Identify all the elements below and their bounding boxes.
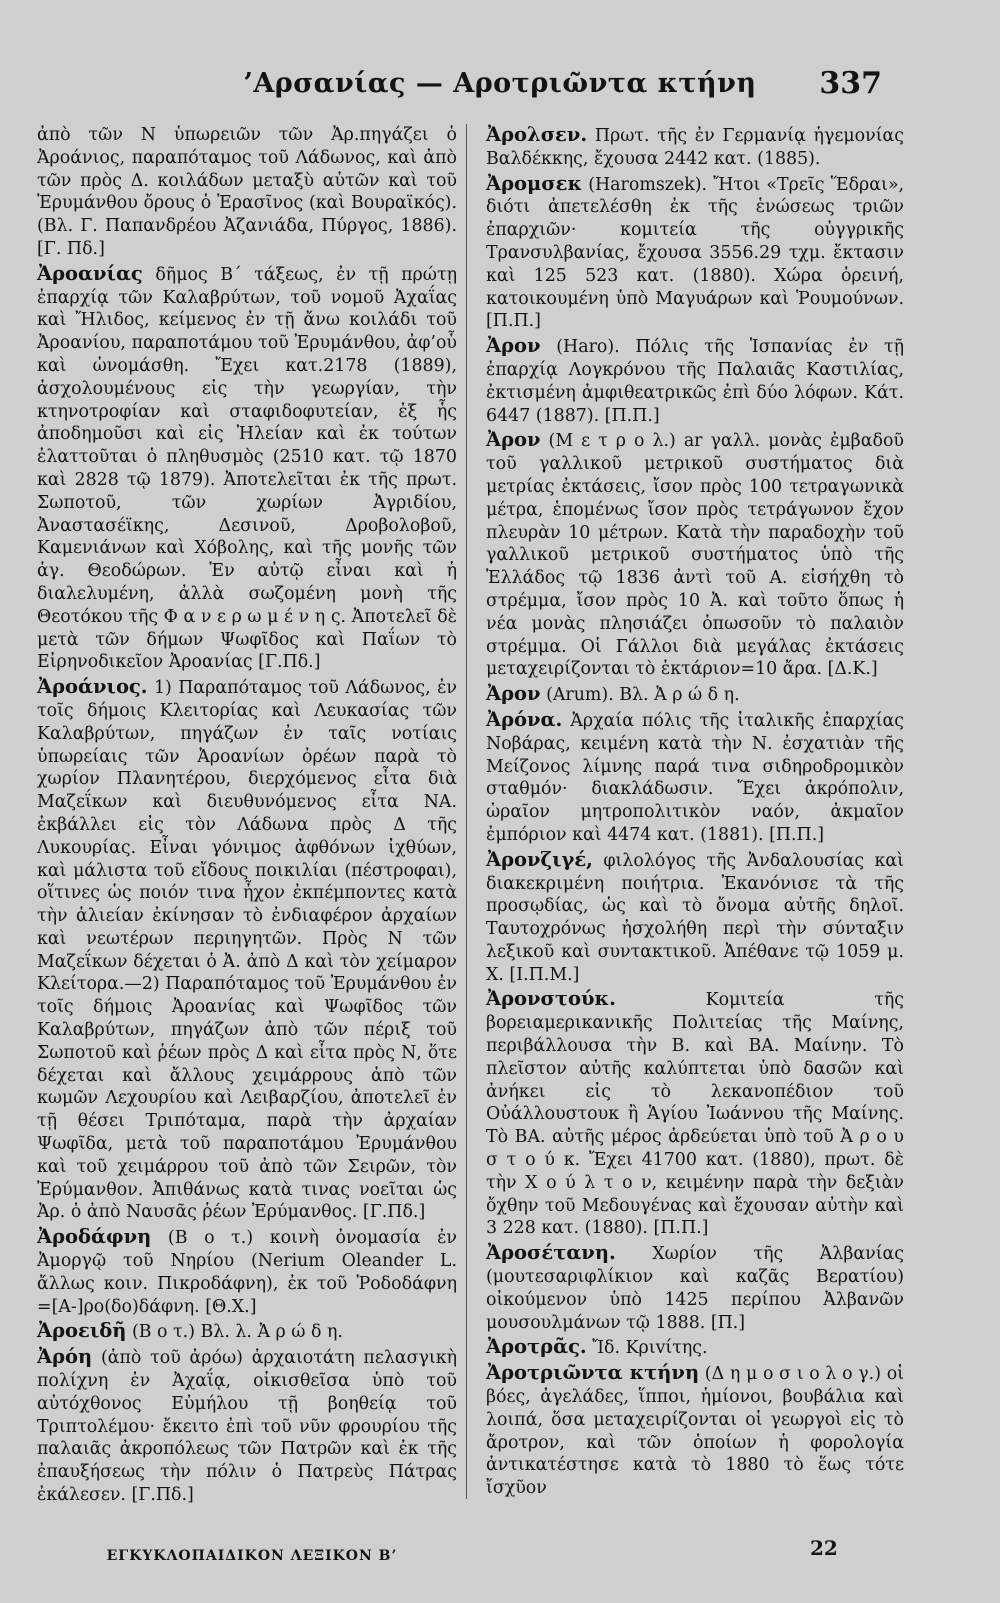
entry-text: 1) Παραπόταμος τοῦ Λάδωνος, ἐν τοῖς δήμοις Κλειτορίας καὶ Λευκασίας τῶν Καλαβρύτων, πηγάζων ἐν ταῖς νοτίαις ὑπωρείαις τῶν Ἀροανίων ὀρέων παρὰ τὸ χωρίον Πλανητέρου, διερχόμενος εἶτα διὰ Μαζεΐκων καὶ διευθυνόμενος εἶτα ΝΑ. ἐκβάλλει εἰς τὸν Λάδωνα πρὸς Δ τῆς Λυκουρίας. Εἶναι γόνιμος ἀφθόνων ἰχθύων, καὶ μάλιστα τοῦ εἴδους ποικιλίαι (πέστροφαι), οἵτινες ὡς ποιόν τινα ἦχον ἐκπέμποντες κατὰ τὴν ἁλιείαν ἐκίνησαν τὸ ἐνδιαφέρον ἀρχαίων καὶ νεωτέρων περιηγητῶν. Πρὸς Ν τῶν Μαζεΐκων δέχεται ὁ Ἀ. ἀπὸ Δ καὶ τὸν χείμαρον Κλείτορα.—2) Παραπόταμος τοῦ Ἐρυμάνθου ἐν τοῖς δήμοις Ἀροανίας καὶ Ψωφῖδος τῶν Καλαβρύτων, πηγάζων ἀπὸ τῶν πέριξ τοῦ Σωποτοῦ καὶ ῥέων πρὸς Δ καὶ εἶτα πρὸς Ν, ὅτε δέχεται καὶ ἄλλους χειμάρρους ἀπὸ τῶν κωμῶν Λεχουρίου καὶ Λειβαρζίου, ἀποτελεῖ ἐν τῇ θέσει Τριπόταμα, παρὰ τὴν ἀρχαίαν Ψωφῖδα, μετὰ τοῦ παραποτάμου Ἐρυμάνθου καὶ τοῦ χειμάρρου τοῦ ἀπὸ τῶν Σειρῶν, τὸν Ἐρύμανθον. Ἀπιθάνως κατὰ τινας νοεῖται ὡς Ἀρ. ὁ ἀπὸ Ναυσᾶς ῥέων Ἐρύμανθος. [Γ.Πδ.] bbox=[37, 678, 457, 1223]
entry-text: (Arum). Βλ. Ἀ ρ ώ δ η. bbox=[540, 685, 740, 706]
dictionary-entry bbox=[37, 124, 457, 261]
entry-headword: Ἀρον bbox=[486, 428, 541, 452]
entry-text: Ἀρχαία πόλις τῆς ἰταλικῆς ἐπαρχίας Νοβάρας, κειμένη κατὰ τὴν Ν. ἐσχατιὰν τῆς Μείζονος λίμνης παρά τινα σιδηροδρομικὸν σταθμόν· διακλάδωσιν. Ἔχει ἀκρόπολιν, ὡραῖον μητροπολιτικὸν ναόν, ἀκμαῖον ἐμπόριον καὶ 4474 κατ. (1881). [Π.Π.] bbox=[486, 710, 904, 845]
entry-text: (Β ο τ.) Βλ. λ. Ἀ ρ ώ δ η. bbox=[126, 1322, 343, 1343]
entry-text: (Haromszek). Ἤτοι «Τρεῖς Ἕδραι», διότι ἀπετελέσθη ἐκ τῆς ἑνώσεως τριῶν ἐπαρχιῶν· κομιτεία τῆς οὐγγρικῆς Τρανσυλβανίας, ἔχουσα 3556.29 τχμ. ἔκτασιν καὶ 125 523 κατ. (1880). Χώρα ὀρεινή, κατοικουμένη ὑπὸ Μαγυάρων καὶ Ῥουμούνων.[Π.Π.] bbox=[486, 174, 904, 332]
dictionary-entry bbox=[37, 1346, 457, 1507]
entry-headword: Ἀροσέτανη. bbox=[486, 1241, 616, 1265]
entry-headword: Ἀρόη bbox=[37, 1345, 93, 1369]
entry-headword: Ἀροάνιος. bbox=[37, 675, 148, 699]
entry-headword: Ἀρομσεκ bbox=[486, 171, 583, 195]
entry-headword: Ἀροτριῶντα κτήνη bbox=[486, 1361, 700, 1385]
entry-text: (Β ο τ.) κοινὴ ὀνομασία ἐν Ἀμοργῷ τοῦ Νηρίου (Nerium Oleander L. ἄλλως κοιν. Πικροδάφνη), ἐκ τοῦ Ῥοδοδάφνη =[Α-]ρο(δο)δάφνη. [Θ.Χ.] bbox=[37, 1228, 457, 1317]
entry-headword: Ἀρον bbox=[486, 682, 541, 706]
dictionary-entry bbox=[37, 263, 457, 674]
dictionary-entry bbox=[486, 335, 904, 427]
entry-headword: Ἀροειδῆ bbox=[37, 1319, 127, 1343]
dictionary-entry bbox=[486, 429, 904, 681]
dictionary-entry bbox=[486, 124, 904, 171]
dictionary-entry bbox=[486, 1336, 904, 1360]
entry-text: Ἴδ. Κριvίτης. bbox=[586, 1338, 708, 1359]
entry-text: ἀπὸ τῶν Ν ὑπωρειῶν τῶν Ἀρ.πηγάζει ὁ Ἀροάνιος, παραπόταμος τοῦ Λάδωνος, καὶ ἀπὸ τῶν πρὸς Δ. κοιλάδων μεταξὺ αὐτῶν καὶ τοῦ Ἐρυμάνθου ὄρους ὁ Ἐρασῖνος (καὶ Βουραϊκός). (Βλ. Γ. Παπανδρέου Ἀζανιάδα, Πύργος, 1886). [Γ. Πδ.] bbox=[37, 125, 457, 259]
entry-text: Πρωτ. τῆς ἐν Γερμανίᾳ ἡγεμονίας Βαλδέκκης, ἔχουσα 2442 κατ. (1885). bbox=[486, 126, 904, 169]
right-column bbox=[486, 124, 904, 1502]
entry-text: (ἀπὸ τοῦ ἀρόω) ἀρχαιοτάτη πελασγικὴ πολίχνη ἐν Ἀχαΐᾳ, οἰκισθεῖσα ὑπὸ τοῦ αὐτόχθονος Εὐμήλου τῇ βοηθείᾳ τοῦ Τριπτολέμου· ἔκειτο ἐπὶ τοῦ νῦν φρουρίου τῆς παλαιᾶς ἀκροπόλεως τῶν Πατρῶν καὶ ἐκ τῆς ἐπαυξήσεως τὴν πόλιν ὁ Πατρεὺς Πάτρας ἐκάλεσεν. [Γ.Πδ.] bbox=[37, 1348, 457, 1506]
dictionary-entry bbox=[37, 1226, 457, 1318]
page-number: 337 bbox=[819, 66, 882, 101]
entry-headword: Ἀρονζιγέ, bbox=[486, 847, 593, 871]
entry-headword: Ἀρον bbox=[486, 334, 541, 358]
running-head bbox=[0, 62, 1000, 110]
dictionary-entry bbox=[486, 1362, 904, 1500]
dictionary-entry bbox=[37, 676, 457, 1224]
entry-text: (Μ ε τ ρ ο λ.) ar γαλλ. μονὰς ἐμβαδοῦ τοῦ γαλλικοῦ μετρικοῦ συστήματος διὰ μετρίας ἐκτάσεις, ἴσον πρὸς 100 τετραγωνικὰ μέτρα, ἑπομένως ἴσον πρὸς τετράγωνον ἔχον πλευρὰν 10 μέτρων. Κατὰ τὴν παραδοχὴν τοῦ γαλλικοῦ μετρικοῦ συστήματος ὑπὸ τῆς Ἑλλάδος τῷ 1836 ἀντὶ τοῦ Α. εἰσήχθη τὸ στρέμμα, ἴσον πρὸς 10 Ἀ. καὶ τοῦτο ὅπως ἡ νέα μονὰς πλησιάζει ὁπωσοῦν τὸ παλαιὸν στρέμμα. Οἱ Γάλλοι διὰ μεγάλας ἐκτάσεις μεταχειρίζονται τὸ ἑκτάριον=10 ἄρα. [Δ.Κ.] bbox=[486, 431, 904, 680]
entry-text: φιλολόγος τῆς Ἀνδαλουσίας καὶ διακεκριμένη ποιήτρια. Ἐκανόνισε τὰ τῆς προσῳδίας, ὡς καὶ τὸ ὄνομα αὐτῆς δηλοῖ. Ταυτοχρόνως ἠσχολήθη περὶ τὴν σύνταξιν λεξικοῦ καὶ συντακτικοῦ. Ἀπέθανε τῷ 1059 μ. Χ. [Ι.Π.Μ.] bbox=[486, 850, 904, 985]
signature-mark: 22 bbox=[810, 1536, 838, 1560]
dictionary-entry bbox=[486, 988, 904, 1240]
dictionary-entry bbox=[37, 1320, 457, 1344]
entry-headword: Ἀροδάφνη bbox=[37, 1225, 152, 1249]
entry-text: δῆμος Β´ τάξεως, ἐν τῇ πρώτῃ ἐπαρχίᾳ τῶν Καλαβρύτων, τοῦ νομοῦ Ἀχαΐας καὶ Ἤλιδος, κείμενος ἐν τῇ ἄνω κοιλάδι τοῦ Ἀροανίου, παραποτάμου τοῦ Ἐρυμάνθου, ἀφ’οὗ καὶ ὠνομάσθη. Ἔχει κατ.2178 (1889), ἀσχολουμένους εἰς τὴν γεωργίαν, τὴν κτηνοτροφίαν καὶ σταφιδοφυτείαν, ἐξ ἧς ἀποδημοῦσι καὶ εἰς Ἠλείαν καὶ ἐκ τούτων ἐλαττοῦται ὁ πληθυσμὸς (2510 κατ. τῷ 1870 καὶ 2828 τῷ 1879). Ἀποτελεῖται ἐκ τῆς πρωτ. Σωποτοῦ, τῶν χωρίων Ἀγριδίου, Ἀναστασέϊκης, Δεσινοῦ, Δροβολοβοῦ, Καμενιάνων καὶ Χόβολης, καὶ τῆς μονῆς τῶν ἁγ. Θεοδώρων. Ἐν αὐτῷ εἶναι καὶ ἡ διαλελυμένη, ἀλλὰ σωζομένη μονὴ τῆς Θεοτόκου τῆς Φ α ν ε ρ ω μ έ ν η ς. Ἀποτελεῖ δὲ μετὰ τῶν δήμων Ψωφῖδος καὶ Παΐων τὸ Εἰρηνοδικεῖον Ἀροανίας [Γ.Πδ.] bbox=[37, 264, 457, 673]
column-divider bbox=[466, 124, 467, 1499]
entry-text: (Δ η μ ο σ ι ο λ ο γ.) οἱ βόες, ἀγελάδες, ἵπποι, ἡμίονοι, βουβάλια καὶ λοιπά, ὅσα μεταχειρίζονται οἱ γεωργοὶ εἰς τὸ ἄροτρον, καὶ τῶν ὁποίων ἡ φορολογία ἀντικατέστησε κατὰ τὸ 1880 τὸ ἕως τότε ἴσχῦον bbox=[486, 1364, 904, 1499]
entry-text: Κομιτεία τῆς βορειαμερικανικῆς Πολιτείας τῆς Μαίνης, περιβάλλουσα τὴν Β. καὶ ΒΑ. Μαίνην. Τὸ πλεῖστον αὐτῆς καλύπτεται ὑπὸ δασῶν καὶ ἀνήκει εἰς τὸ λεκανοπέδιον τοῦ Οὐάλλουστουκ ἢ Ἁγίου Ἰωάννου τῆς Μαίνης. Τὸ ΒΑ. αὐτῆς μέρος ἀρδεύεται ὑπὸ τοῦ Ἀ ρ ο υ σ τ ο ύ κ. Ἔχει 41700 κατ. (1880), πρωτ. δὲ τὴν Χ ο ύ λ τ ο ν, κειμένην παρὰ τὴν δεξιὰν ὄχθην τοῦ Μεδουγένας καὶ ἔχουσαν αὐτὴν καὶ 3 228 κατ. (1880). [Π.Π.] bbox=[486, 990, 904, 1239]
entry-headword: Ἀροτρᾶς. bbox=[486, 1335, 587, 1359]
entry-text: (Haro). Πόλις τῆς Ἱσπανίας ἐν τῇ ἐπαρχίᾳ Λογκρόνου τῆς Παλαιᾶς Καστιλίας, ἐκτισμένη ἀμφιθεατρικῶς ἐπὶ δύο λόφων. Κάτ. 6447 (1887). [Π.Π.] bbox=[486, 337, 904, 426]
dictionary-entry bbox=[486, 173, 904, 334]
entry-text: Χωρίον τῆς Ἀλβανίας (μουτεσαριφλίκιον καὶ καζᾶς Βερατίου) οἰκούμενον ὑπὸ 1425 περίπου Ἀλβανῶν μουσουλμάνων τῷ 1888. [Π.] bbox=[486, 1244, 904, 1333]
dictionary-entry bbox=[486, 1242, 904, 1334]
imprint-line: ΕΓΚΥΚΛΟΠΑΙΔΙΚΟΝ ΛΕΞΙΚΟΝ Β’ bbox=[106, 1548, 398, 1564]
dictionary-entry bbox=[486, 709, 904, 847]
left-column bbox=[37, 124, 457, 1509]
running-title: ’Αρσανίας — Αροτριῶντα κτήνη bbox=[243, 68, 757, 99]
entry-headword: Ἀροανίας bbox=[37, 261, 143, 285]
dictionary-entry bbox=[486, 849, 904, 987]
entry-headword: Ἀρονστούκ. bbox=[486, 987, 616, 1011]
dictionary-entry bbox=[486, 683, 904, 707]
entry-headword: Ἀρόνα. bbox=[486, 707, 563, 731]
entry-headword: Ἀρολσεν. bbox=[486, 123, 588, 146]
page-footer bbox=[0, 1536, 1000, 1572]
